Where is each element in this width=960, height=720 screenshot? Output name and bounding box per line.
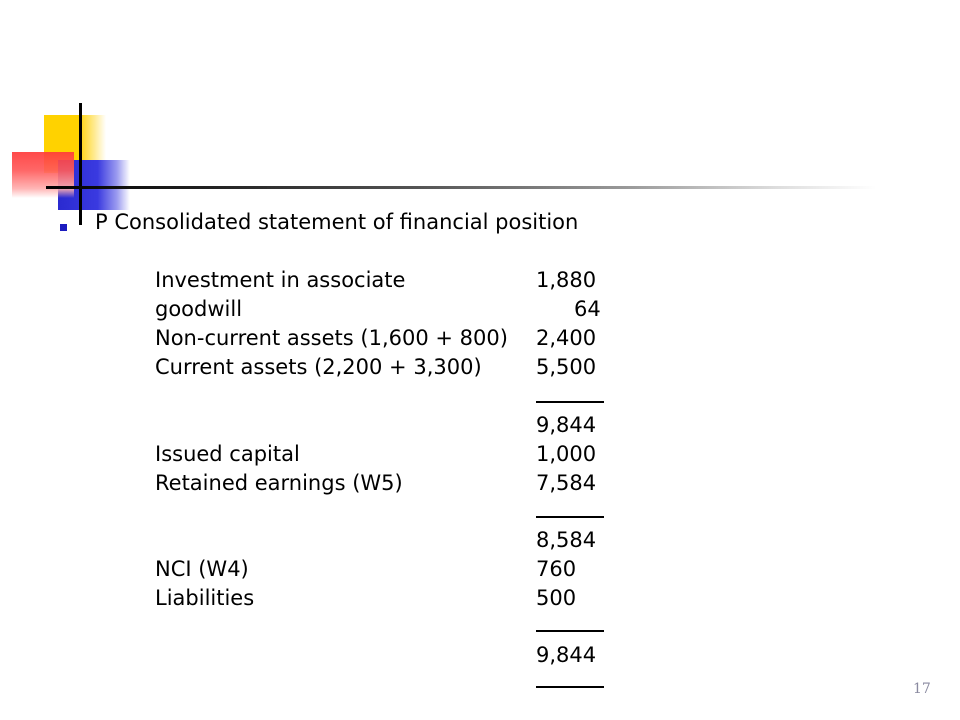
bullet-icon — [60, 224, 67, 231]
row-label: Retained earnings (W5) — [155, 471, 403, 495]
row-value: 500 — [536, 586, 577, 610]
row-label: Liabilities — [155, 586, 255, 610]
row-value: 64 — [574, 297, 601, 321]
subtotal-rule — [536, 630, 604, 632]
row-value: 1,880 — [536, 268, 597, 292]
row-value: 1,000 — [536, 442, 597, 466]
page-number: 17 — [913, 681, 931, 697]
row-value: 5,500 — [536, 355, 597, 379]
total-equity-value: 8,584 — [536, 528, 597, 552]
double-rule — [536, 686, 604, 688]
row-label: NCI (W4) — [155, 557, 249, 581]
subtotal-rule — [536, 516, 604, 518]
row-label: goodwill — [155, 297, 243, 321]
vertical-rule-decoration — [79, 103, 82, 225]
subtotal-rule — [536, 401, 604, 403]
row-value: 760 — [536, 557, 577, 581]
total-assets-value: 9,844 — [536, 413, 597, 437]
row-label: Current assets (2,200 + 3,300) — [155, 355, 482, 379]
slide-heading: P Consolidated statement of financial position — [95, 210, 579, 234]
row-label: Investment in associate — [155, 268, 406, 292]
row-value: 2,400 — [536, 326, 597, 350]
horizontal-rule-decoration — [46, 186, 876, 189]
row-label: Issued capital — [155, 442, 300, 466]
red-square-decoration — [12, 152, 74, 198]
row-label: Non-current assets (1,600 + 800) — [155, 326, 508, 350]
grand-total-value: 9,844 — [536, 643, 597, 667]
row-value: 7,584 — [536, 471, 597, 495]
